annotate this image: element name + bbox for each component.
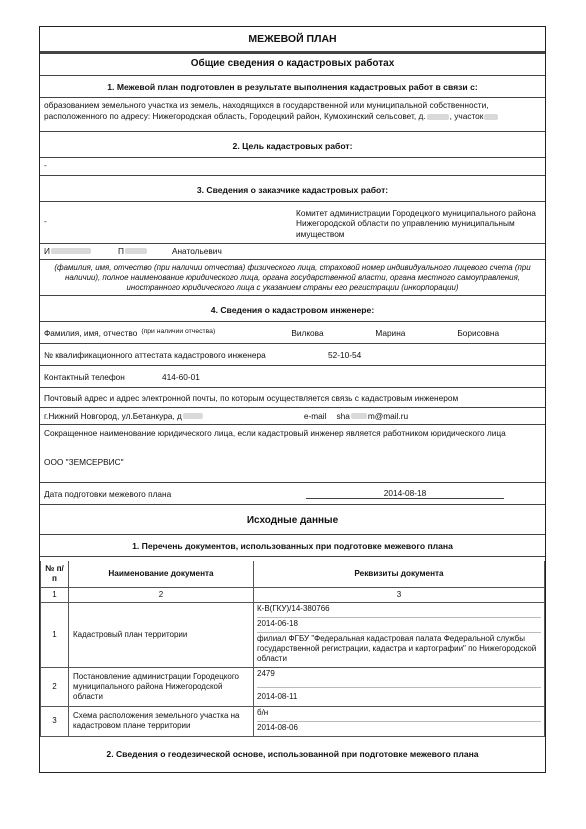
s3-note: (фамилия, имя, отчество (при наличии отчества) физического лица, страховой номер индивидуального лицевого счета (при наличии), полное наименование юридического лица, органа государственной власти, органа местного самоуправления, иностранного юридического лица с указанием страны его регистрации (инкорпорации) bbox=[40, 260, 545, 297]
col-num-header: № п/п bbox=[41, 559, 69, 587]
s4-org-row bbox=[40, 425, 545, 483]
s1-heading: 1. Межевой план подготовлен в результате выполнения кадастровых работ в связи с: bbox=[40, 76, 545, 99]
s4-surname: Вилкова bbox=[291, 327, 324, 338]
s4-fio-note: (при наличии отчества) bbox=[141, 328, 216, 336]
s4-heading: 4. Сведения о кадастровом инженере: bbox=[40, 296, 545, 322]
table-row bbox=[41, 602, 545, 667]
s4-cert-row bbox=[40, 344, 545, 366]
s4-name: Марина bbox=[375, 327, 406, 338]
redacted-mark bbox=[125, 248, 147, 254]
s4-cert-value: 52-10-54 bbox=[328, 349, 362, 360]
s4-email-prefix: sha bbox=[336, 411, 350, 421]
req-line: филиал ФГБУ "Федеральная кадастровая палата Федеральной службы государственной регистрации, кадастра и картографии" по Нижегородской области bbox=[257, 633, 537, 663]
redacted-mark bbox=[427, 114, 449, 120]
req-line: 2014-06-18 bbox=[257, 618, 541, 633]
s3-patronymic: Анатольевич bbox=[171, 246, 222, 257]
s3-name-first: И bbox=[44, 246, 50, 257]
s2-heading: 2. Цель кадастровых работ: bbox=[40, 132, 545, 158]
req-line: К-В(ГКУ)/14-380766 bbox=[257, 603, 541, 618]
s4-phone-label: Контактный телефон bbox=[44, 371, 125, 382]
row-num: 3 bbox=[41, 706, 69, 736]
s4-date-row bbox=[40, 483, 545, 505]
row-req bbox=[254, 667, 545, 706]
req-line: б/н bbox=[257, 707, 541, 722]
redacted-mark bbox=[183, 413, 203, 419]
redacted-mark bbox=[51, 248, 91, 254]
docs-heading: 1. Перечень документов, использованных при подготовке межевого плана bbox=[40, 535, 545, 558]
row-name: Постановление администрации Городецкого муниципального района Нижегородской области bbox=[69, 667, 254, 706]
s3-org: Комитет администрации Городецкого муниципального района Нижегородской области по управлению муниципальным имуществом bbox=[296, 207, 536, 239]
s4-org-value: ООО "ЗЕМСЕРВИС" bbox=[44, 456, 124, 467]
document-page bbox=[39, 26, 546, 773]
s4-phone-value: 414-60-01 bbox=[162, 371, 200, 382]
redacted-mark bbox=[351, 413, 367, 419]
table-row bbox=[41, 667, 545, 706]
s1-text bbox=[40, 98, 545, 132]
s3-dash: - bbox=[44, 215, 47, 226]
section-input-heading: Исходные данные bbox=[40, 505, 545, 535]
s4-cert-label: № квалификационного аттестата кадастрового инженера bbox=[44, 349, 266, 360]
geo-heading: 2. Сведения о геодезической основе, использованной при подготовке межевого плана bbox=[40, 737, 545, 772]
col-index-2: 2 bbox=[69, 587, 254, 602]
redacted-mark bbox=[484, 114, 498, 120]
s4-fio-label: Фамилия, имя, отчество bbox=[44, 327, 138, 338]
row-name: Схема расположения земельного участка на кадастровом плане территории bbox=[69, 706, 254, 736]
col-index-3: 3 bbox=[254, 587, 545, 602]
col-name-header: Наименование документа bbox=[69, 559, 254, 587]
col-index-1: 1 bbox=[41, 587, 69, 602]
row-num: 2 bbox=[41, 667, 69, 706]
document-title: МЕЖЕВОЙ ПЛАН bbox=[40, 27, 545, 52]
s4-date-value: 2014-08-18 bbox=[306, 488, 504, 499]
row-num: 1 bbox=[41, 602, 69, 667]
s1-text-b: , участок bbox=[449, 110, 484, 121]
col-req-header: Реквизиты документа bbox=[254, 559, 545, 587]
s4-fio-row bbox=[40, 322, 545, 344]
req-line: 2479 bbox=[257, 668, 541, 688]
documents-table bbox=[40, 557, 545, 737]
req-line: 2014-08-11 bbox=[257, 691, 298, 701]
req-line: 2014-08-06 bbox=[257, 722, 298, 732]
row-req bbox=[254, 602, 545, 667]
table-row bbox=[41, 706, 545, 736]
section-general-heading: Общие сведения о кадастровых работах bbox=[40, 52, 545, 76]
s4-email-label: e-mail bbox=[303, 411, 327, 421]
s4-address-row bbox=[40, 408, 545, 425]
s3-heading: 3. Сведения о заказчике кадастровых работ: bbox=[40, 176, 545, 202]
s4-org-label: Сокращенное наименование юридического лица, если кадастровый инженер является работником юридического лица bbox=[44, 428, 506, 439]
s3-customer-row bbox=[40, 202, 545, 244]
s1-text-a: образованием земельного участка из земель, находящихся в государственной или муниципальной собственности, расположенного по адресу: Нижегородская область, Городецкий район, Кумохинский сельсовет, д. bbox=[44, 100, 489, 121]
row-name: Кадастровый план территории bbox=[69, 602, 254, 667]
s4-email-suffix: m@mail.ru bbox=[367, 411, 409, 421]
s4-address-value: г.Нижний Новгород, ул.Бетанкура, д bbox=[44, 411, 182, 421]
s2-value: - bbox=[40, 158, 545, 176]
s4-patronymic: Борисовна bbox=[457, 327, 500, 338]
s4-date-label: Дата подготовки межевого плана bbox=[44, 488, 172, 499]
s3-name-second: П bbox=[117, 246, 124, 257]
s3-person-row bbox=[40, 244, 545, 260]
row-req bbox=[254, 706, 545, 736]
s4-phone-row bbox=[40, 366, 545, 388]
s4-address-label: Почтовый адрес и адрес электронной почты, по которым осуществляется связь с кадастровым инженером bbox=[40, 388, 545, 408]
